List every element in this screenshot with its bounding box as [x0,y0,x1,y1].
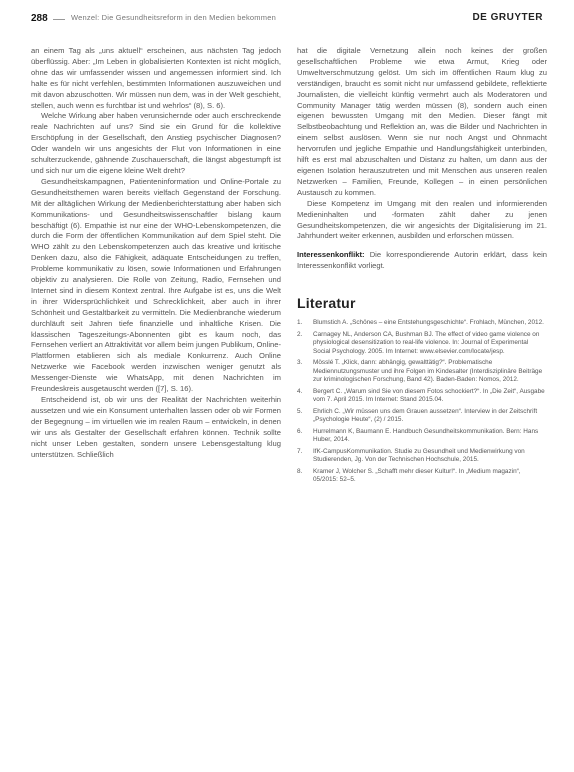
reference-number: 3. [297,359,303,367]
header-rule [53,19,65,20]
running-title: Wenzel: Die Gesundheitsreform in den Medien bekommen [71,13,276,22]
interest-conflict-label: Interessenkonflikt: [297,250,365,260]
reference-text: Carnagey NL, Anderson CA, Bushman BJ. The effect of video game violence on physiological desensitization to real-life violence. In: Journal of Experimental Social Psychology. 2005. Im Internet: www.elsevier.com/locate/jesp. [313,330,540,355]
body-paragraph: Diese Kompetenz im Umgang mit den realen und informierenden Medieninhalten und -formaten zählt daher zu jenen Gesundheitskompetenzen, die wir angesichts der Digitalisierung im 21. Jahrhundert weiter erkennen, ausbilden und erforschen müssen. [297,198,547,241]
interest-conflict-statement [297,250,547,272]
reference-text: Kramer J, Wolcher S. „Schafft mehr dieser Kultur!“. In „Medium magazin“, 05/2015: 52–5. [313,467,521,484]
body-paragraph: Gesundheitskampagnen, Patienteninformation und Online-Portale zu Gesundheitsthemen waren bereits vielfach Gegenstand der Forschung. Mit der alltäglichen Wirkung der Medienberichterstattung aber haben sich Kommunikations- und Gesundheitswissenschaftler bislang kaum beschäftigt (6). Empathie ist nur eine der WHO-Lebenskompetenzen, die durch die Form der öffentlichen Kommunikation auf dem Spiel steht. Die WHO zählt zu den Lebenskompetenzen auch das kreative und kritische Denken dazu, also die Fähigkeit, adäquate Entscheidungen zu treffen, Probleme kommunikativ zu lösen, sowie Informationen und Erfahrungen objektiv zu analysieren. Die Rolle von Zeitung, Radio, Fernsehen und Internet sind in diesem Kontext zentral. Ihre Aufgabe ist es, uns die Welt in ihrer Widersprüchlichkeit und Schrecklichkeit, aber auch in ihrer Schönheit und Gestaltbarkeit zu vermitteln. Die Medienbranche wiederum durchläuft seit Jahren tiefe finanzielle und inhaltliche Krisen. Die klassischen Tageszeitungs-Abonnenten gibt es kaum noch, das Fernsehen verliert an Attraktivität vor allem beim jungen Publikum, Online-Plattformen etablieren sich als mediale Konkurrenz. Auch Online Netzwerke wie Facebook werden inzwischen weniger genutzt als Messenger-Dienste wie WhatsApp, mit denen Nachrichten im Freundeskreis ausgetauscht werden ([7], S. 16). [31,176,281,394]
reference-item [297,359,547,385]
reference-item [297,319,547,328]
body-paragraph: Entscheidend ist, ob wir uns der Realität der Nachrichten weiterhin aussetzen und wie ein Konsument unterhalten lassen oder ob wir Formen der Begegnung – im virtuellen wie im realen Raum – entwickeln, in denen wir uns als Gestalter der Gesellschaft erfahren können. Technik sollte nicht unser Leben gestalten, sondern unsere Lebensgestaltung klug unterstützen. Schließlich [31,395,281,459]
reference-text: Hurrelmann K, Baumann E. Handbuch Gesundheitskommunikation. Bern: Hans Huber, 2014. [313,427,539,444]
reference-text: Bergert C. „Warum sind Sie von diesem Fotos schockiert?“. In „Die Zeit“, Ausgabe vom 7. April 2015. Im Internet: Stand 2015.04. [313,387,545,404]
body-paragraph: hat die digitale Vernetzung allein noch keines der großen gesellschaftlichen Probleme wie etwa Armut, Krieg oder Umweltverschmutzung gelöst. Um sich im öffentlichen Raum klug zu verständigen, braucht es somit nicht nur umfassend gebildete, reflektierte Journalisten, die vielleicht künftig vermehrt auch als Moderatoren und Community Manager tätig werden müssen (8), sondern auch einen eigenen bewussten Umgang mit den Medien. Dieser fängt mit Selbstbeobachtung und Reflektion an, was die Bilder und Nachrichten in einem selbst auslösen. Wenn sie nur noch Angst und Ohnmacht hervorrufen und jegliche Empathie und Handlungsfähigkeit unterbinden, hilft es erst mal abzuschalten und Distanz zu halten, um dann aus der eigenen Isolation herauszutreten und mit Menschen aus unseren realen Netzwerken – Familien, Freunde, Kollegen – in einen persönlichen Austausch zu kommen. [297,46,547,197]
reference-number: 1. [297,319,303,327]
reference-number: 8. [297,467,303,475]
reference-number: 6. [297,427,303,435]
body-paragraph: Welche Wirkung aber haben verunsichernde oder auch erschreckende reale Nachrichten auf uns? Sind sie ein Grund für die kollektive Erschöpfung in der Gesellschaft, den Anstieg psychischer Diagnosen? Oder wandeln wir uns angesichts der Flut von Informationen in eine schulterzuckende, gähnende Zuschauerschaft, die längst abgestumpft ist und sich nur um die eigene kleine Welt dreht? [31,111,281,175]
reference-item [297,428,547,445]
right-column [297,46,547,488]
reference-number: 5. [297,407,303,415]
reference-item [297,468,547,485]
page-number: 288 [31,13,48,24]
reference-item [297,331,547,357]
running-header [31,12,543,32]
reference-list [297,319,547,485]
body-paragraph: an einem Tag als „uns aktuell“ erscheinen, aus nächsten Tag jedoch überflüssig. Aber: „Im Leben in globalisierten Kontexten ist nicht möglich, ohne das wir umfassender wissen und angemessen informiert sind. Ich halte es für nicht verfehlen, bestimmten Informationen auszuweichen und mit davon abzuschotten. Wir müssen nun dem, was in der Welt geschieht, stellen, auch wenn es furchtbar ist und wehrlos“ (8), S. 6). [31,46,281,110]
publisher-logo: DE GRUYTER [472,12,543,23]
reference-text: Mösslé T. „Klick, dann: abhängig, gewalttätig?“. Problematische Mediennutzungsmuster und ihre Folgen im Kindesalter (Interdisziplinäre Beiträge zur kriminologischen Forschung, Band 42). Baden-Baden: Nomos, 2012. [313,359,543,384]
reference-text: Blumstich A. „Schönes – eine Entstehungsgeschichte“. Frohlach, München, 2012. [313,319,544,327]
reference-number: 7. [297,447,303,455]
reference-number: 4. [297,387,303,395]
reference-item [297,448,547,465]
reference-item [297,408,547,425]
literature-heading: Literatur [297,295,356,312]
reference-text: Ehrlich C. „Wir müssen uns dem Grauen aussetzen“. Interview in der Zeitschrift „Psychologie Heute“, (2) / 2015. [313,407,538,424]
interest-conflict-text: Die korrespondierende Autorin erklärt, dass kein Interessenkonflikt vorliegt. [297,250,547,271]
reference-text: IfK-CampusKommunikation. Studie zu Gesundheit und Medienwirkung von Studierenden, Jg. Von der Technischen Hochschule, 2015. [313,447,525,464]
reference-number: 2. [297,330,303,338]
left-column [31,46,281,460]
reference-item [297,388,547,405]
